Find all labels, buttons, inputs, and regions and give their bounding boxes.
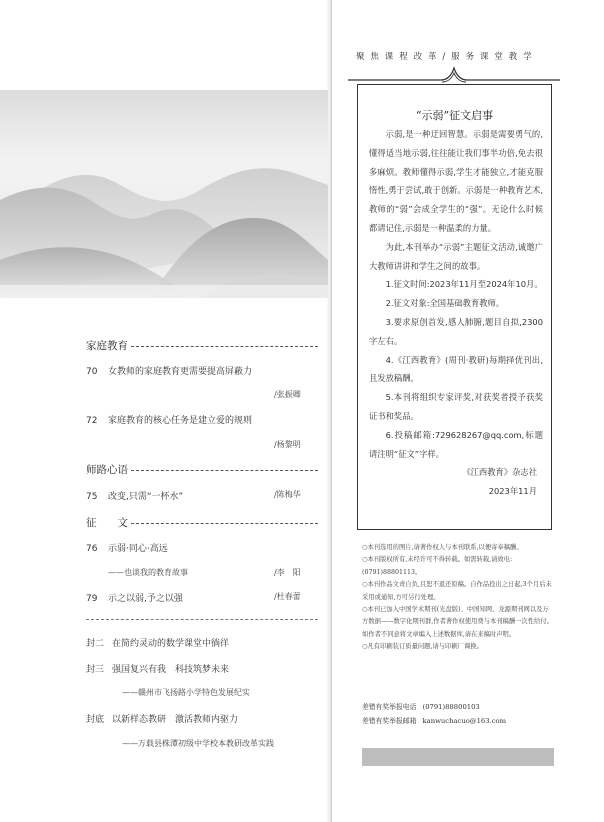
cover-label: 封三 [86,665,105,675]
note-item: ○凡有印刷装订质量问题,请与印刷厂调换。 [362,643,483,651]
toc-section-essays [86,515,318,530]
cover-label: 封二 [86,639,105,649]
notice-signature: 《江西教育》杂志社 [462,467,537,478]
error-report-contact [362,700,554,728]
section-label: 师路心语 [86,464,128,476]
landscape-illustration [0,90,328,298]
article-title: 女教师的家庭教育更需要提高屏蔽力 [108,367,253,377]
page-number: 79 [86,594,98,604]
article-title: 示弱·同心·高远 [108,544,168,554]
page-number: 72 [86,416,98,426]
toc-entry[interactable] [86,413,252,426]
toc-section-teacher-notes [86,462,318,477]
article-author: /杨黎明 [274,440,301,449]
toc-cover-entry[interactable] [86,636,229,649]
notice-paragraph: 为此,本刊举办“示弱”主题征文活动,诚邀广大教师讲讲和学生之间的故事。 [369,241,543,271]
section-label: 征 文 [86,517,128,529]
notice-paragraph: 1.征文时间:2023年11月至2024年10月。 [385,279,543,290]
contact-phone-row [362,700,554,714]
editorial-notes [362,542,554,654]
notice-paragraph: 5.本刊将组织专家评奖,对获奖者授予获奖证书和奖品。 [369,392,543,421]
toc-entry[interactable] [86,489,183,502]
article-author: /李 阳 [274,568,301,577]
article-author: /陈梅华 [274,490,301,499]
article-subtitle: ——赣州市飞扬路小学特色发展纪实 [122,688,250,697]
notice-paragraph: 6.投稿邮箱:729628267@qq.com,标题请注明“征文”字样。 [369,429,543,459]
notice-paragraph: 3.要求原创首发,感人肺腑,题目自拟,2300字左右。 [369,316,543,346]
note-item: ○本刊已加入中国学术期刊(光盘版)、中国知网、龙源期刊网以及万方数据——数字化期刊群,作者著作权使用费与本刊稿酬一次性给付。如作者不同意将文章编入上述数据库,请在来稿时声明。 [362,606,553,638]
page-number: 76 [86,544,98,554]
section-label: 家庭教育 [86,340,128,352]
article-title: 家庭教育的核心任务是建立爱的规则 [108,416,253,426]
page-number: 70 [86,367,98,377]
toc-entry[interactable] [86,591,183,604]
notice-paragraph: 示弱,是一种迂回智慧。示弱是需要勇气的,懂得适当地示弱,往往能让我们事半功倍,免去很多麻烦。教师懂得示弱,学生才能独立,才能克服惰性,勇于尝试,敢于创新。示弱是一种教育艺术,教师的“弱”会成全学生的“强”。无论什么时候都请记住,示弱是一种温柔的力量。 [369,129,543,233]
notice-paragraph: 4.《江西教育》(周刊·教研)每期择优刊出,且发放稿酬。 [369,354,543,384]
notice-paragraph: 2.征文对象:全国基础教育教师。 [385,298,505,309]
dashed-divider [86,619,318,620]
toc-cover-entry[interactable] [86,662,229,675]
notice-body [369,125,543,501]
note-item: ○本刊版权所有,未经许可不得转载。如需转载,请致电:(0791)88801113。 [362,556,513,576]
article-title: 改变,只需“一杯水” [108,492,184,502]
article-title: 以新样态教研 激活教师内驱力 [112,715,239,725]
page-header: 聚 焦 课 程 改 革 / 服 务 课 堂 教 学 [356,52,534,62]
article-title: 强国复兴有我 科技筑梦未来 [112,665,230,675]
note-item: ○本刊作品文责自负,且恕不退还原稿。自作品投出之日起,3个月后未采用或通知,方可另行处理。 [362,581,552,601]
email-label: 差错有奖举报邮箱 [362,717,417,725]
essay-notice-box [357,84,552,530]
phone-number: (0791)88800103 [422,703,480,711]
article-author: /张振卿 [274,390,301,399]
article-author: /杜春蕾 [274,592,301,601]
contact-email-row [362,714,554,728]
cover-label: 封底 [86,715,105,725]
toc-entry[interactable] [86,364,252,377]
toc-entry[interactable] [86,541,168,554]
toc-cover-entry[interactable] [86,712,238,725]
phone-label: 差错有奖举报电话 [362,703,417,711]
page-number: 75 [86,492,98,502]
note-item: ○本刊选用的图片,请著作权人与本刊联系,以便寄奉稿酬。 [362,544,523,551]
article-title: 示之以弱,予之以强 [108,594,183,604]
notice-title: “示弱”征文启事 [415,109,494,122]
page-divider [331,0,332,822]
article-title: 在简约灵动的数学课堂中徜徉 [112,639,230,649]
footer-grey-bar [362,748,554,766]
toc-section-family-education [86,338,318,353]
notice-date: 2023年11月 [488,486,537,497]
article-subtitle: ——万载县株潭初级中学校本教研改革实践 [122,739,274,748]
article-subtitle: ——也谈我的教育故事 [108,568,188,577]
email-address[interactable]: kanwuchacuo@163.com [422,717,507,725]
